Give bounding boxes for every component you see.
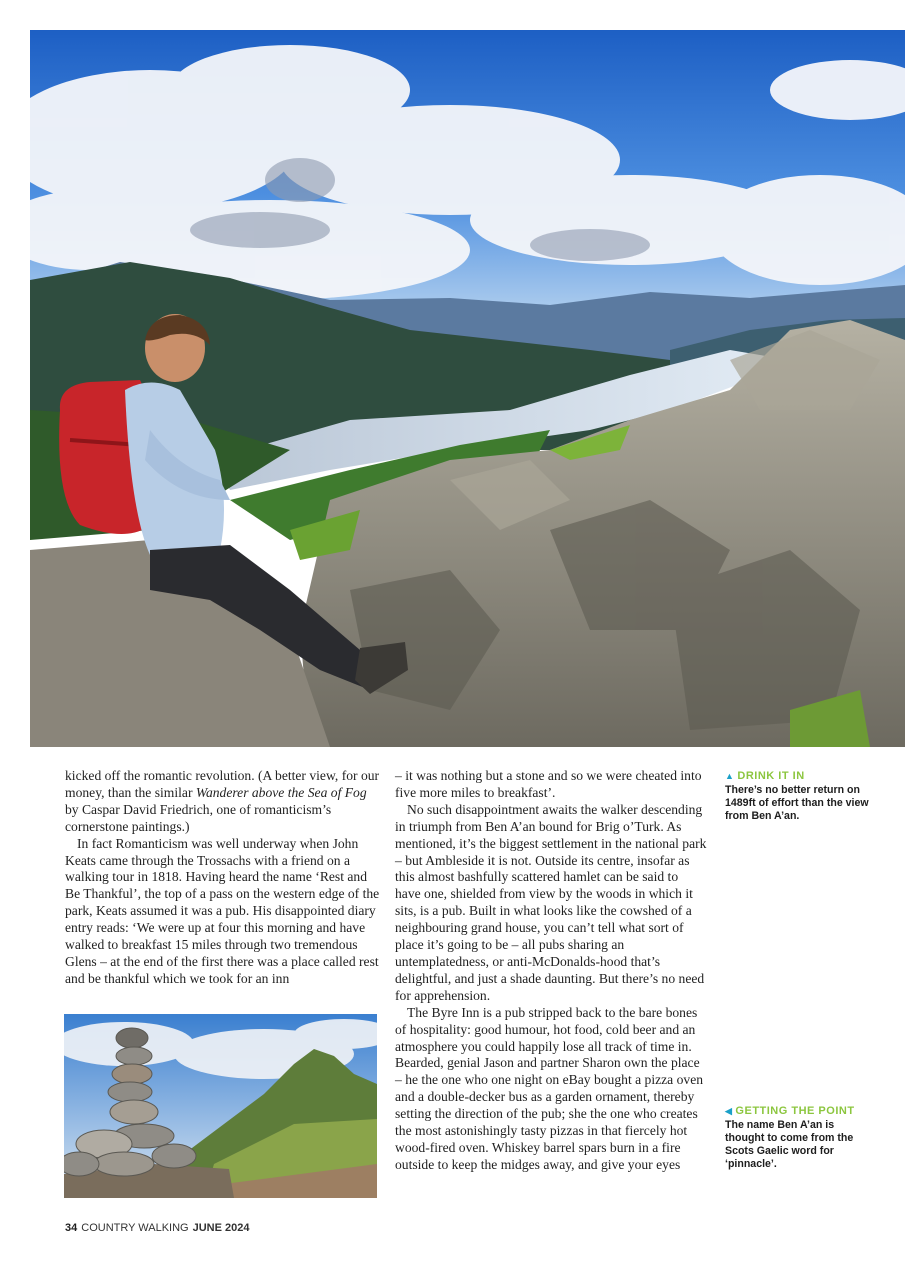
note-text: The name Ben A’an is thought to come from the Scots Gaelic word for ‘pinnacle’. xyxy=(725,1119,854,1170)
body-paragraph xyxy=(65,836,380,988)
page-footer xyxy=(65,1222,250,1234)
hero-landscape-illustration xyxy=(30,30,905,747)
issue-date: JUNE 2024 xyxy=(192,1222,250,1234)
cairn-illustration xyxy=(64,1014,377,1198)
body-column-right xyxy=(395,768,707,1174)
paragraph-text: kicked off the romantic revolution. (A better view, for our money, than the similar xyxy=(65,768,380,800)
body-column-left xyxy=(65,768,380,988)
body-paragraph xyxy=(395,802,707,1005)
triangle-up-icon: ▲ xyxy=(725,771,735,781)
sidebar-note-drink-it-in xyxy=(725,770,875,823)
body-paragraph xyxy=(65,768,380,836)
paragraph-text: In fact Romanticism was well underway when John Keats came through the Trossachs with a friend on a walking tour in 1818. Having heard the name ‘Rest and Be Thankful’, the top of a pass on the western edge of the park, Keats assumed it was a pub. His disappointed diary entry reads: ‘We were up at four this morning and have walked to breakfast 15 miles through two tremendous Glens – at the end of the first there was a place called rest and be thankful which we took for an inn xyxy=(65,835,380,986)
triangle-left-icon: ◀ xyxy=(725,1106,733,1116)
paragraph-text: No such disappointment awaits the walker descending in triumph from Ben A’an bound for Brig o’Turk. As mentioned, it’s the biggest settlement in the national park – but Ambleside it is not. Outside its centre, insofar as this almost bashfully scattered hamlet can be said to have one, shielded from view by the woods in which it sits, is a pub. Built in what looks like the cowshed of a neighbouring grand house, you can’t tell what sort of place it’s going to be – all pubs sharing an untemplatedness, or anti-McDonalds-hood that’s delightful, and just a shade daunting. But there’s no need for apprehension. xyxy=(395,801,707,1003)
italic-title: Wanderer above the Sea of Fog xyxy=(195,784,367,800)
body-paragraph xyxy=(395,768,707,802)
paragraph-text: – it was nothing but a stone and so we were cheated into five more miles to breakfast’. xyxy=(395,768,702,800)
sidebar-note-getting-the-point xyxy=(725,1105,875,1171)
note-heading: DRINK IT IN xyxy=(737,770,805,782)
paragraph-text: The Byre Inn is a pub stripped back to the bare bones of hospitality: good humour, hot food, cold beer and an atmosphere you could happily lose all track of time in. Bearded, genial Jason and partner Sharon own the place – he the one who one night on eBay bought a pizza oven and a double-decker bus as a garden ornament, thereby setting the direction of the pub; she the one who creates the most astonishingly tasty pizzas in that fiercely hot wood-fired oven. Whiskey barrel spars burn in a fire outside to keep the midges away, and give your eyes xyxy=(395,1004,704,1172)
page-number: 34 xyxy=(65,1222,78,1234)
paragraph-text: by Caspar David Friedrich, one of romanticism’s cornerstone paintings.) xyxy=(65,801,332,834)
hero-photo xyxy=(30,30,905,747)
body-paragraph xyxy=(395,1005,707,1174)
note-text: There’s no better return on 1489ft of effort than the view from Ben A’an. xyxy=(725,784,869,822)
note-heading: GETTING THE POINT xyxy=(735,1105,855,1117)
magazine-name: COUNTRY WALKING xyxy=(81,1222,189,1234)
cairn-photo xyxy=(64,1014,377,1198)
